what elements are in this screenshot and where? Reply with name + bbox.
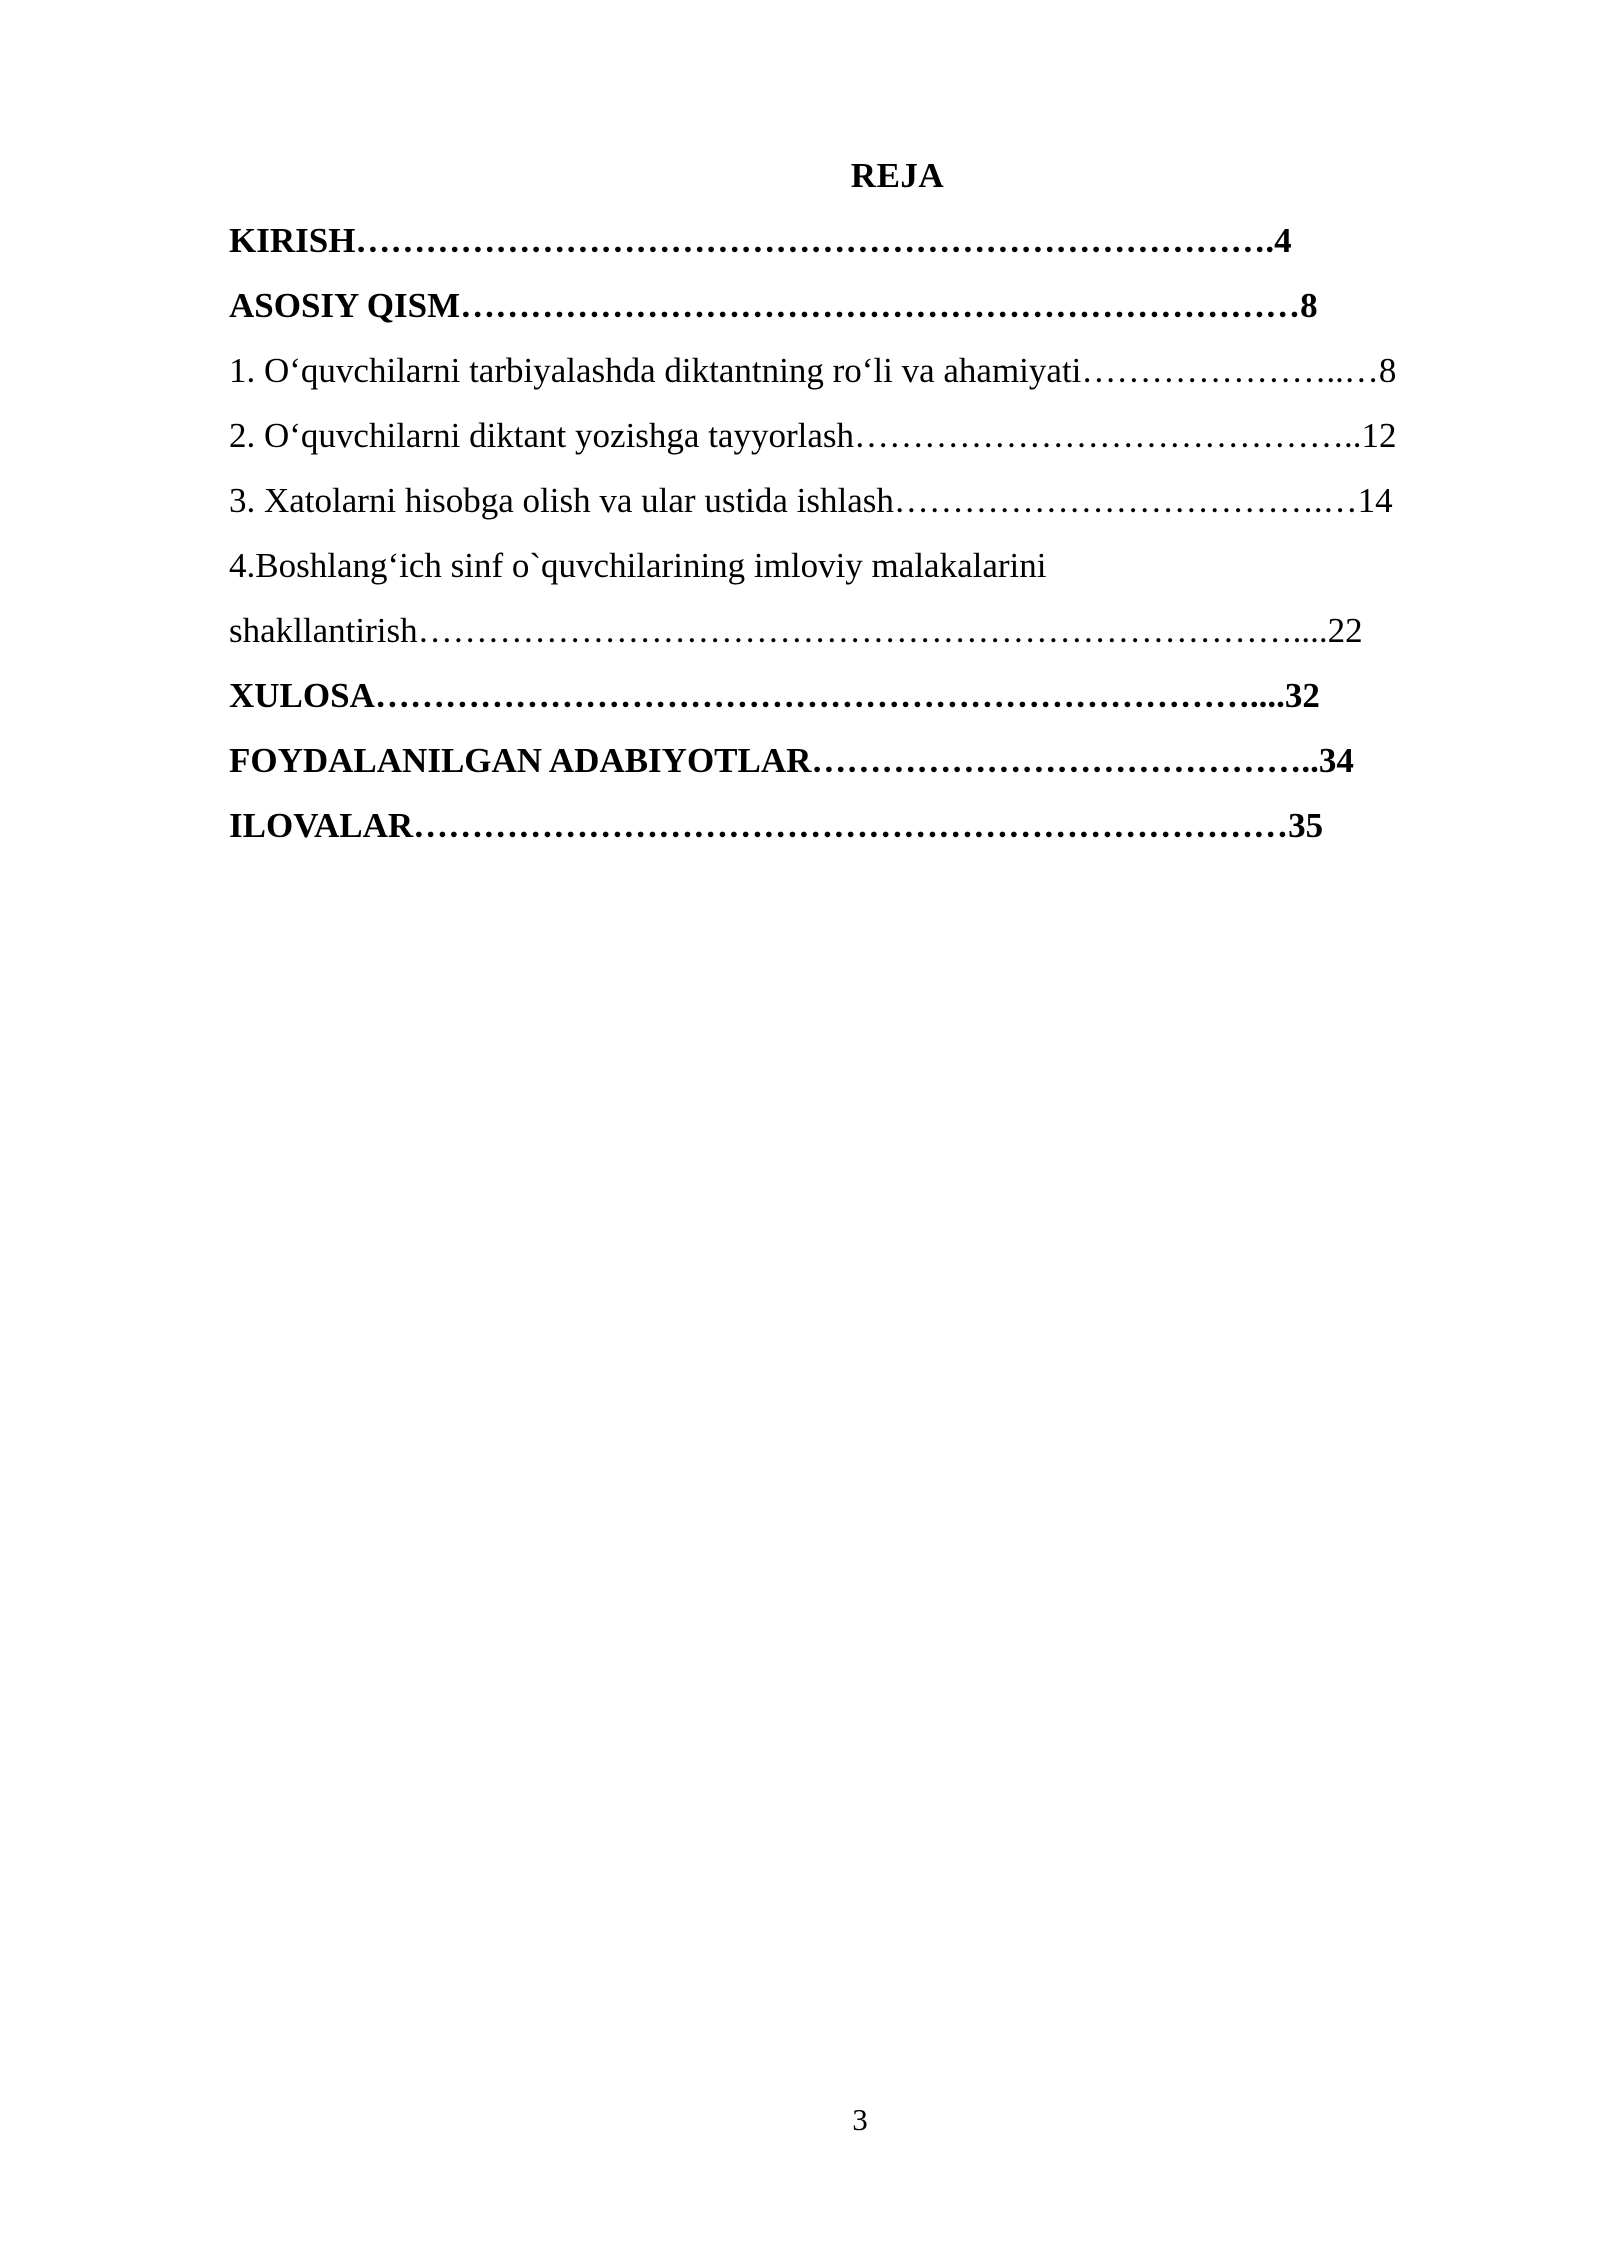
toc-entry-section-4-line-2: shakllantirish…………………………………………………………………....22 — [229, 611, 1363, 650]
toc-entry-ilovalar: ILOVALAR…………………………………………………………………35 — [229, 806, 1324, 845]
toc-entry-section-1: 1. O‘quvchilarni tarbiyalashda diktantning ro‘li va ahamiyati…………………..…8 — [229, 351, 1397, 390]
toc-entry-section-3: 3. Xatolarni hisobga olish va ular ustida ishlash……………………………….…14 — [229, 481, 1393, 520]
toc-entry-section-4-line-1: 4.Boshlang‘ich sinf o`quvchilarining imloviy malakalarini — [229, 546, 1047, 585]
toc-entry-asosiy-qism: ASOSIY QISM………………………………………………………………8 — [229, 286, 1318, 325]
table-of-contents — [229, 215, 1490, 865]
toc-entry-foydalanilgan-adabiyotlar: FOYDALANILGAN ADABIYOTLAR……………………………………..34 — [229, 741, 1354, 780]
toc-entry-kirish: KIRISH…………………………………………………………………….4 — [229, 221, 1292, 260]
page-number: 3 — [852, 2102, 868, 2137]
toc-entry-xulosa: XULOSA…………………………………………………………………....32 — [229, 676, 1320, 715]
document-title: REJA — [850, 156, 945, 195]
toc-entry-section-2: 2. O‘quvchilarni diktant yozishga tayyorlash……………………………………..12 — [229, 416, 1397, 455]
